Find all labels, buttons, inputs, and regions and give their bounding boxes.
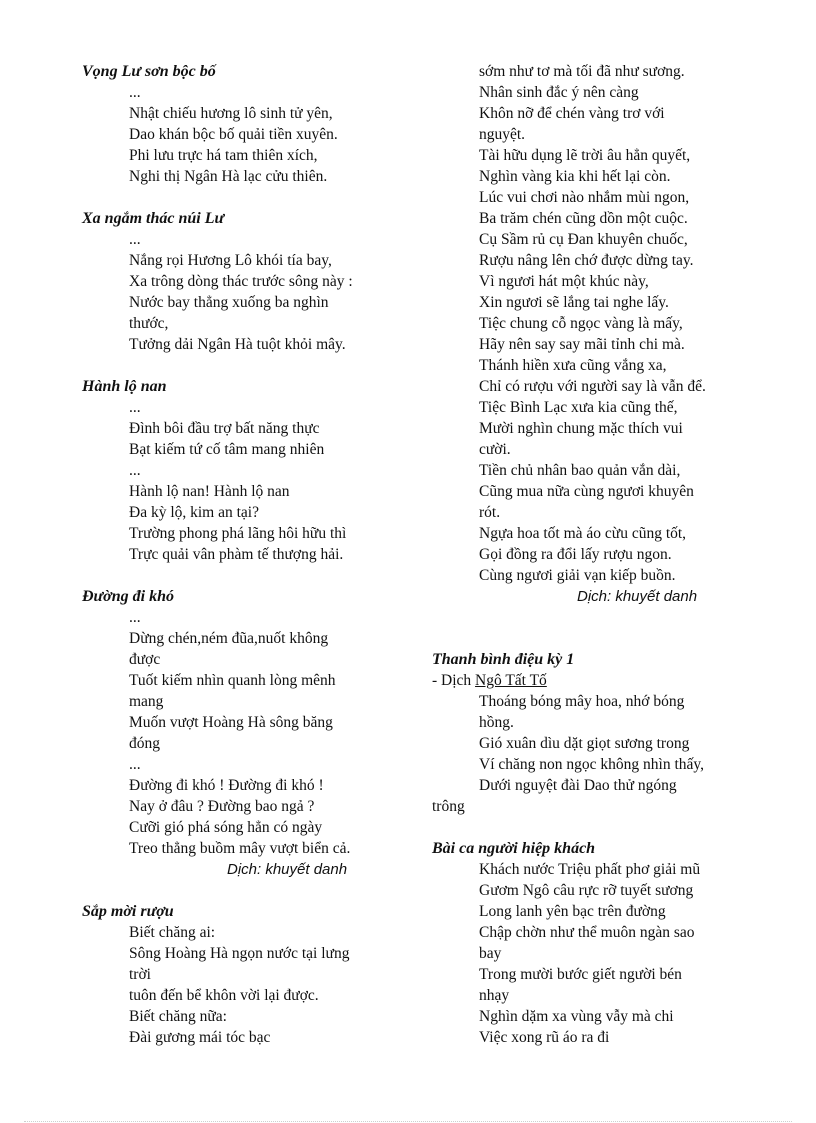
poem-line: mang [129, 693, 164, 710]
poem-line: trông [432, 798, 465, 815]
poem-line: Khôn nỡ để chén vàng trơ với [479, 105, 665, 122]
poem-line: Ngựa hoa tốt mà áo cừu cũng tốt, [479, 525, 687, 542]
poem-line: thước, [129, 315, 169, 332]
poem-title: Thanh bình điệu kỳ 1 [432, 651, 575, 668]
poem-line: Tiệc Bình Lạc xưa kia cũng thế, [479, 399, 678, 416]
poem-line: Đài gương mái tóc bạc [129, 1029, 271, 1046]
poem-line: Nước bay thẳng xuống ba nghìn [129, 294, 329, 311]
translation-credit: Dịch: khuyết danh [577, 588, 698, 605]
poem-thanh-binh-dieu [432, 649, 752, 817]
poem-line: Cưỡi gió phá sóng hẳn có ngày [129, 819, 323, 836]
poem-line: nguyệt. [479, 126, 526, 143]
poem-line: Tưởng dải Ngân Hà tuột khỏi mây. [129, 336, 346, 353]
poem-line: Hành lộ nan! Hành lộ nan [129, 483, 290, 500]
poem-line: Tiền chủ nhân bao quản vắn dài, [479, 462, 681, 479]
poem-sap-moi-ruou-continued [479, 61, 752, 607]
poem-line: hồng. [479, 714, 514, 731]
poem-line: Hãy nên say say mãi tỉnh chi mà. [479, 336, 685, 353]
poem-line: Việc xong rũ áo ra đi [479, 1029, 610, 1046]
poem-line: sớm như tơ mà tối đã như sương. [479, 63, 685, 80]
poem-line: bay [479, 945, 502, 962]
poem-line: Dưới nguyệt đài Dao thử ngóng [479, 777, 677, 794]
left-column [82, 61, 412, 1048]
poem-lines [129, 82, 412, 187]
poem-line: Nắng rọi Hương Lô khói tía bay, [129, 252, 332, 269]
poem-line: Thánh hiền xưa cũng vắng xa, [479, 357, 667, 374]
poem-line: Mười nghìn chung mặc thích vui [479, 420, 683, 437]
poem-line: Phi lưu trực há tam thiên xích, [129, 147, 318, 164]
poem-line: rót. [479, 504, 501, 521]
poem-line: Đường đi khó ! Đường đi khó ! [129, 777, 324, 794]
poem-line: ... [129, 756, 141, 773]
poem-line: ... [129, 231, 141, 248]
poem-line: Trong mười bước giết người bén [479, 966, 682, 983]
poem-line: Lúc vui chơi nào nhắm mùi ngon, [479, 189, 690, 206]
poem-title: Sắp mời rượu [82, 903, 174, 920]
poem-line: Long lanh yên bạc trên đường [479, 903, 666, 920]
poem-xa-ngam-thac [82, 208, 412, 355]
poem-line: Cụ Sầm rủ cụ Đan khuyên chuốc, [479, 231, 688, 248]
poem-lines [432, 691, 752, 817]
poem-line: được [129, 651, 161, 668]
right-column [432, 61, 752, 1048]
poem-title: Hành lộ nan [82, 378, 167, 395]
poem-line: Ba trăm chén cũng dồn một cuộc. [479, 210, 688, 227]
poem-line: Ví chăng non ngọc không nhìn thấy, [479, 756, 704, 773]
poem-title: Đường đi khó [82, 588, 174, 605]
poem-line: Nay ở đâu ? Đường bao ngả ? [129, 798, 315, 815]
poem-duong-di-kho [82, 586, 412, 880]
poem-line: Thoáng bóng mây hoa, nhớ bóng [479, 693, 685, 710]
poem-line: đóng [129, 735, 160, 752]
translator-name: Ngô Tất Tố [475, 672, 547, 689]
poem-hiep-khach [432, 838, 752, 1048]
poem-line: Treo thẳng buồm mây vượt biển cả. [129, 840, 351, 857]
poem-line: ... [129, 462, 141, 479]
poem-sap-moi-ruou [82, 901, 412, 1048]
poem-line: Khách nước Triệu phất phơ giải mũ [479, 861, 701, 878]
poem-lines [129, 607, 412, 880]
poem-line: Chập chờn như thể muôn ngàn sao [479, 924, 695, 941]
poem-line: nhạy [479, 987, 510, 1004]
translation-credit: Dịch: khuyết danh [227, 861, 348, 878]
poem-line: Nhật chiếu hương lô sinh tử yên, [129, 105, 333, 122]
poem-lines [129, 397, 412, 565]
poem-lines [479, 859, 752, 1048]
poem-line: Tiệc chung cỗ ngọc vàng là mấy, [479, 315, 683, 332]
poem-line: Trực quải vân phàm tế thượng hải. [129, 546, 344, 563]
poem-title: Bài ca người hiệp khách [432, 840, 596, 857]
poem-line: Gió xuân dìu dặt giọt sương trong [479, 735, 690, 752]
poem-line: Sông Hoàng Hà ngọn nước tại lưng [129, 945, 350, 962]
poem-line: cười. [479, 441, 511, 458]
poem-line: Muốn vượt Hoàng Hà sông băng [129, 714, 333, 731]
poem-lines [129, 229, 412, 355]
poem-line: Bạt kiếm tứ cố tâm mang nhiên [129, 441, 325, 458]
poem-line: tuôn đến bể khôn vời lại được. [129, 987, 319, 1004]
poem-line: Dừng chén,ném đũa,nuốt không [129, 630, 329, 647]
page-bottom-rule [24, 1121, 792, 1122]
poem-lines [129, 922, 412, 1048]
poem-line: Nghi thị Ngân Hà lạc cửu thiên. [129, 168, 328, 185]
poem-line: Đa kỳ lộ, kim an tại? [129, 504, 259, 521]
poem-line: Xa trông dòng thác trước sông này : [129, 273, 353, 290]
poem-line: Gươm Ngô câu rực rỡ tuyết sương [479, 882, 694, 899]
poem-vong-lu-son [82, 61, 412, 187]
poem-line: ... [129, 399, 141, 416]
poem-line: Trường phong phá lãng hôi hữu thì [129, 525, 347, 542]
poem-line: Tài hữu dụng lẽ trời âu hẳn quyết, [479, 147, 691, 164]
poem-line: Nghìn dặm xa vùng vẫy mà chi [479, 1008, 674, 1025]
poem-line: Tuốt kiếm nhìn quanh lòng mênh [129, 672, 336, 689]
poem-line: Gọi đồng ra đổi lấy rượu ngon. [479, 546, 672, 563]
poem-line: Nhân sinh đắc ý nên càng [479, 84, 639, 101]
poem-title: Xa ngắm thác núi Lư [82, 210, 225, 227]
poem-line: Dao khán bộc bố quải tiền xuyên. [129, 126, 338, 143]
poem-hanh-lo-nan [82, 376, 412, 565]
poem-line: Xin ngươi sẽ lắng tai nghe lấy. [479, 294, 669, 311]
poem-title: Vọng Lư sơn bộc bố [82, 63, 216, 80]
poem-line: trời [129, 966, 151, 983]
poem-line: ... [129, 609, 141, 626]
poem-line: Chỉ có rượu với người say là vẫn để. [479, 378, 706, 395]
poem-line: Vì ngươi hát một khúc này, [479, 273, 649, 290]
poem-line: Rượu nâng lên chớ được dừng tay. [479, 252, 694, 269]
poem-line: Cùng ngươi giải vạn kiếp buồn. [479, 567, 676, 584]
translator-line [432, 670, 752, 691]
translator-prefix: - Dịch [432, 672, 472, 689]
poem-line: Đình bôi đầu trợ bất năng thực [129, 420, 320, 437]
poem-line: Cũng mua nữa cùng ngươi khuyên [479, 483, 694, 500]
poem-line: Biết chăng nữa: [129, 1008, 227, 1025]
poem-line: ... [129, 84, 141, 101]
poem-line: Nghìn vàng kia khi hết lại còn. [479, 168, 671, 185]
poem-line: Biết chăng ai: [129, 924, 216, 941]
